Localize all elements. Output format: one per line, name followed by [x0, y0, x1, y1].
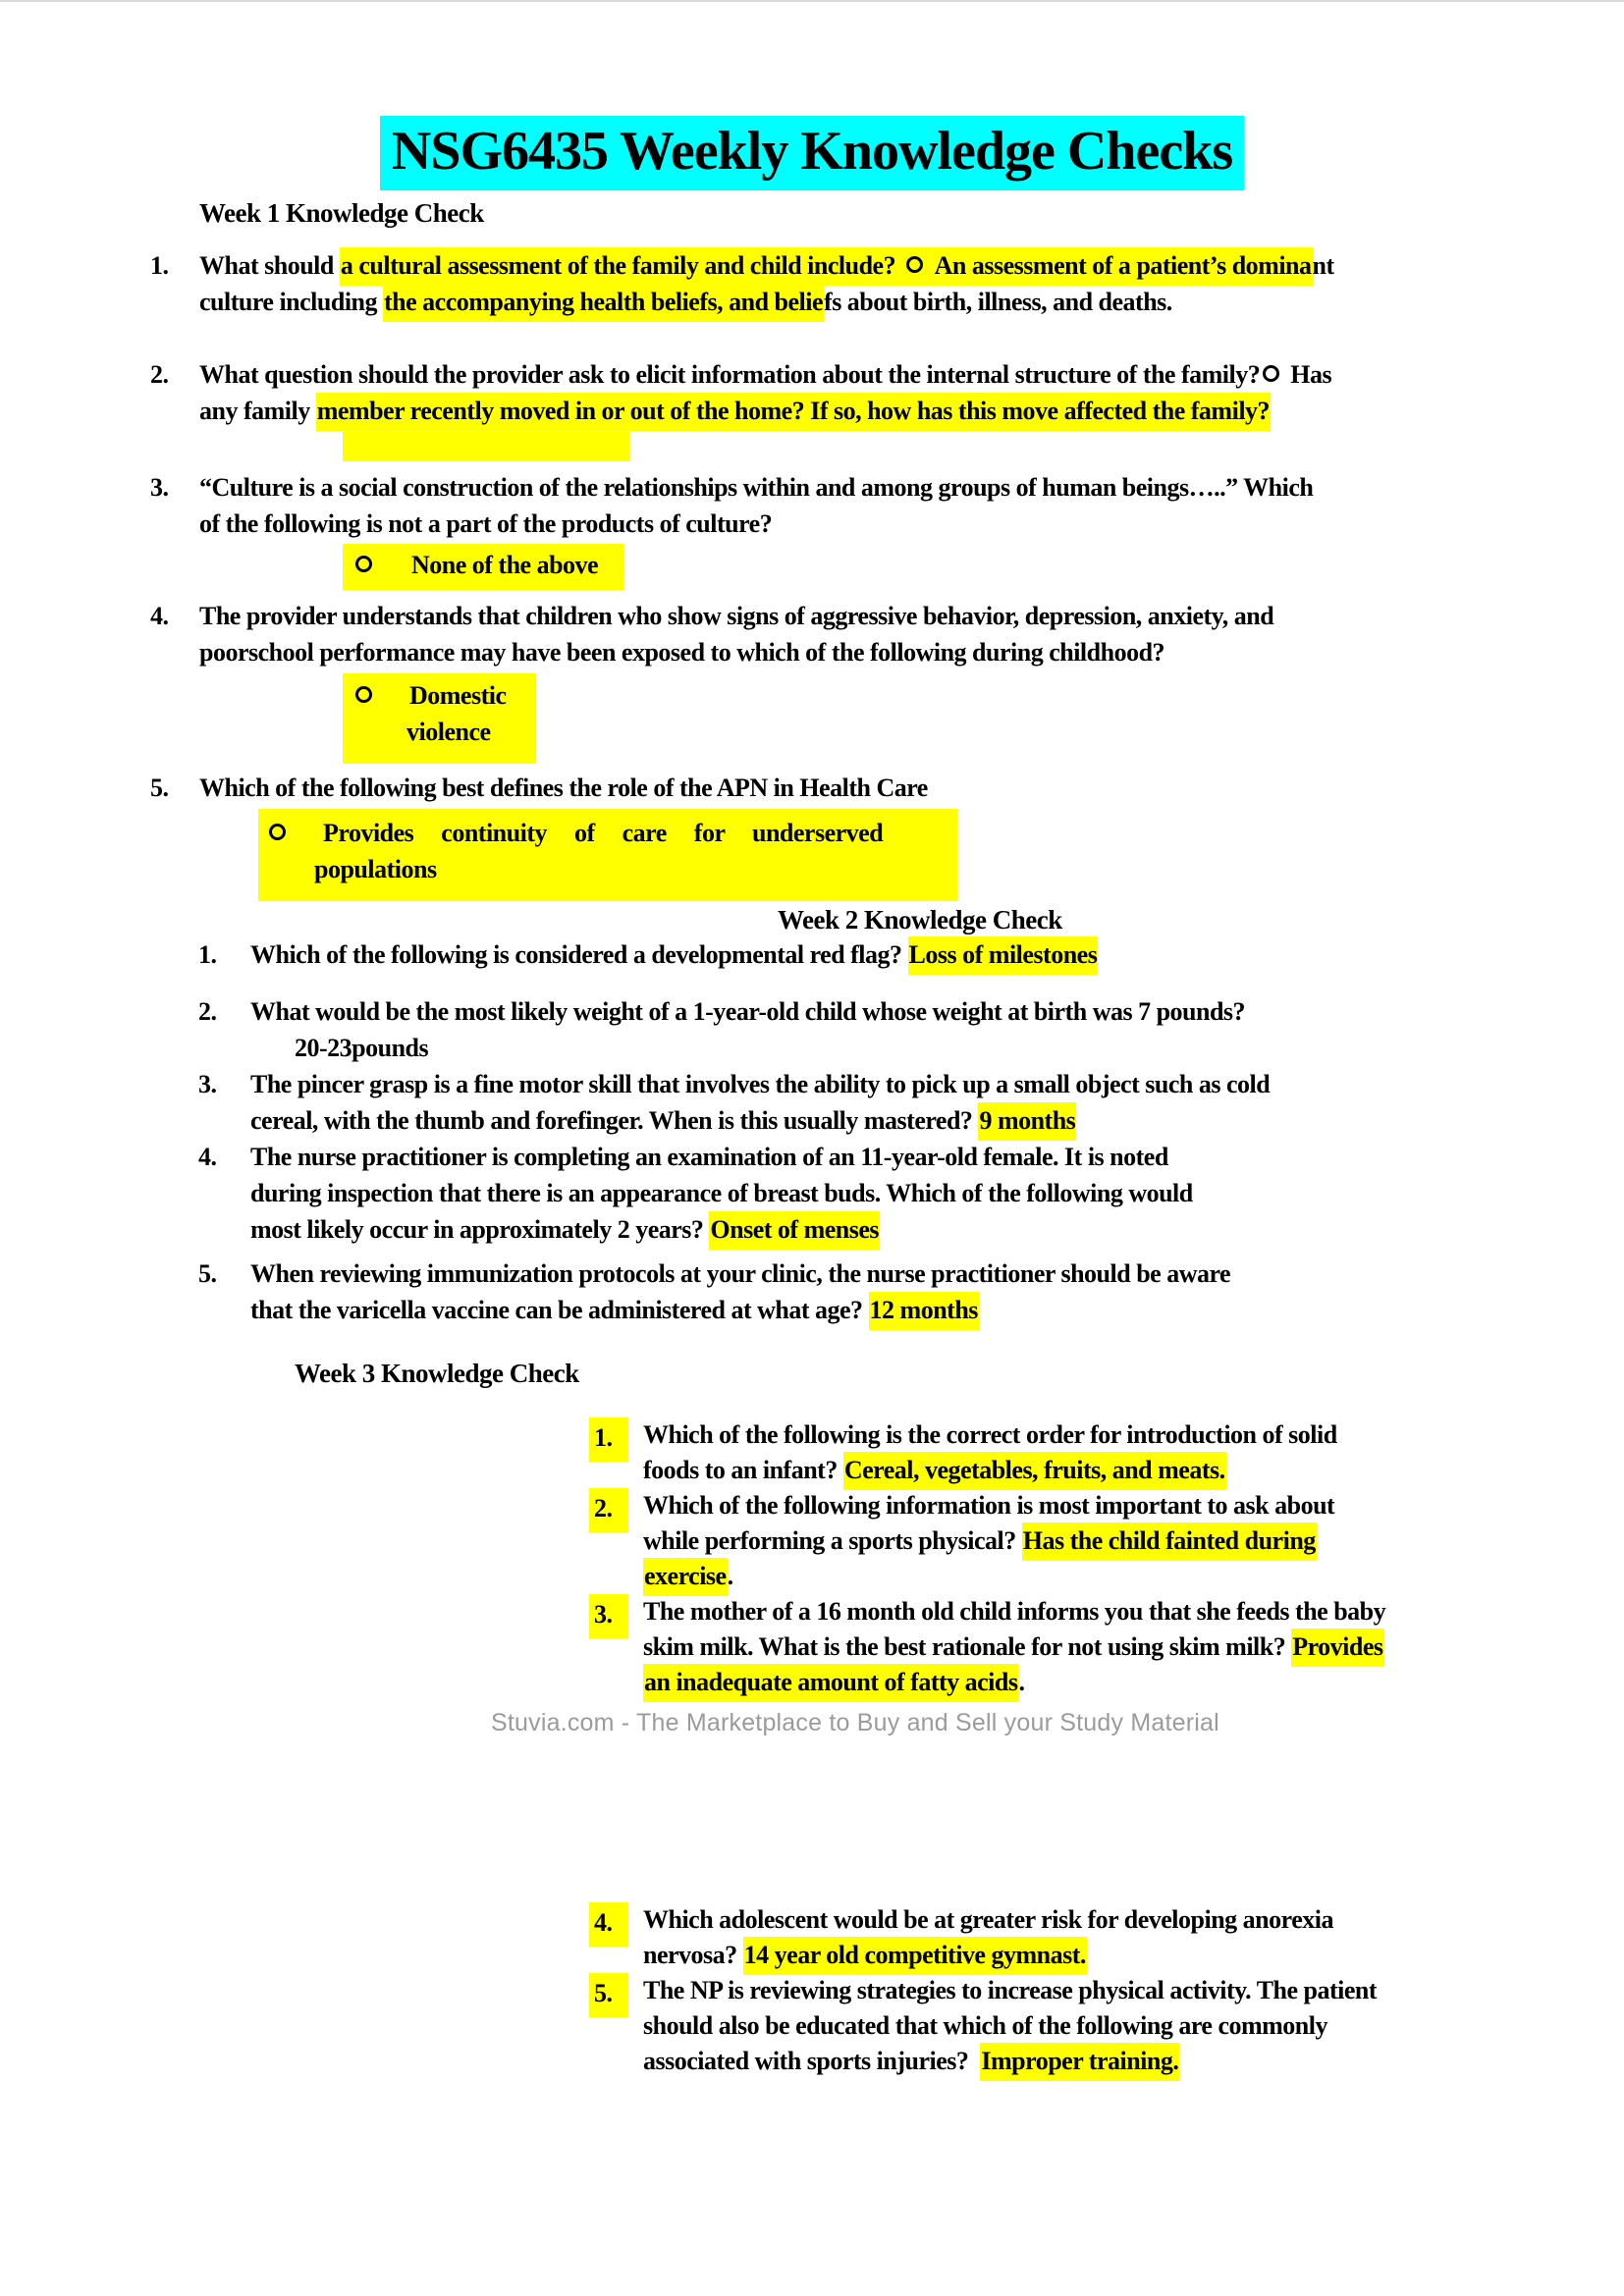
- question-line: [250, 1102, 1624, 1139]
- question-line: [199, 247, 1624, 284]
- question-3: [0, 469, 1624, 590]
- question-3: [0, 1594, 1624, 1700]
- answer-text: violence: [406, 718, 491, 746]
- question-text: skim milk. What is the best rationale for not using skim milk?: [643, 1632, 1292, 1661]
- question-text: Which of the following information is most important to ask about: [643, 1491, 1335, 1520]
- question-text: The NP is reviewing strategies to increase physical activity. The patient: [643, 1976, 1378, 2004]
- question-2: [0, 993, 1624, 1066]
- question-text: should also be educated that which of the following are commonly: [643, 2011, 1327, 2040]
- question-text: When reviewing immunization protocols at your clinic, the nurse practitioner should be aware: [250, 1259, 1231, 1288]
- highlighted-answer-text: member recently moved in or out of the home? If so, how has this move affected the family?: [316, 393, 1271, 431]
- highlighted-answer-text: Cereal, vegetables, fruits, and meats.: [843, 1452, 1226, 1490]
- question-number: 4.: [150, 602, 169, 630]
- question-line: [199, 634, 1624, 670]
- question-line: [643, 1488, 1624, 1523]
- question-line: [643, 1417, 1624, 1453]
- highlighted-answer-text: An assessment of a patient’s domina: [929, 247, 1312, 286]
- question-2: [0, 356, 1624, 461]
- title-row: [0, 2, 1624, 190]
- question-number: 3.: [198, 1070, 217, 1098]
- circle-bullet-icon: [269, 824, 286, 840]
- circle-bullet-icon: [355, 686, 372, 703]
- question-5: [0, 1255, 1624, 1328]
- question-line: [643, 2044, 1624, 2079]
- question-text: What should: [199, 251, 340, 280]
- question-text: cereal, with the thumb and forefinger. When is this usually mastered?: [250, 1106, 979, 1135]
- week2-questions: [0, 936, 1624, 1328]
- question-number: 2.: [150, 360, 169, 389]
- question-line: [643, 1938, 1624, 1973]
- question-line: [643, 1523, 1624, 1559]
- bullet-answer-line: [343, 544, 1624, 590]
- question-line: [250, 1175, 1624, 1211]
- question-4: [0, 598, 1624, 764]
- question-line: [643, 1902, 1624, 1938]
- highlighted-answer-text: the accompanying health beliefs, and belie: [383, 284, 824, 322]
- question-text: any family: [199, 397, 316, 425]
- answer-block-line: [266, 815, 957, 851]
- question-text: “Culture is a social construction of the relationships within and among groups of human beings…..” Which: [199, 473, 1314, 502]
- question-number: 2.: [198, 997, 217, 1026]
- question-1: [0, 1417, 1624, 1488]
- week1-questions: [0, 247, 1624, 901]
- question-line: [250, 1292, 1624, 1328]
- question-text: What would be the most likely weight of a 1-year-old child whose weight at birth was 7 pounds?: [250, 997, 1246, 1026]
- question-number: 1.: [589, 1417, 628, 1462]
- circle-bullet-icon: [906, 256, 923, 273]
- question-line: [643, 1665, 1624, 1700]
- highlighted-answer-text: Loss of milestones: [908, 936, 1099, 975]
- question-number: 5.: [150, 774, 169, 802]
- week3-questions-top: [0, 1417, 1624, 1700]
- highlighted-answer-text: 9 months: [978, 1102, 1076, 1141]
- question-text: .: [727, 1562, 733, 1590]
- question-text: during inspection that there is an appearance of breast buds. Which of the following would: [250, 1179, 1193, 1207]
- question-text: The mother of a 16 month old child informs you that she feeds the baby: [643, 1597, 1386, 1626]
- highlighted-answer-text: Onset of menses: [709, 1211, 880, 1250]
- question-line: [643, 1973, 1624, 2008]
- question-text: Has: [1284, 360, 1332, 389]
- highlighted-answer-text: an inadequate amount of fatty acids: [643, 1664, 1018, 1702]
- answer-text: Domestic: [409, 681, 507, 710]
- question-text: of the following is not a part of the products of culture?: [199, 509, 773, 538]
- question-text: Which of the following is the correct order for introduction of solid: [643, 1420, 1337, 1449]
- question-line: [199, 393, 1624, 429]
- question-line: [643, 1559, 1624, 1594]
- question-number: 3.: [589, 1594, 628, 1638]
- question-number: 4.: [589, 1902, 628, 1947]
- question-line: [295, 1030, 1624, 1066]
- question-line: [250, 993, 1624, 1030]
- week3-heading: Week 3 Knowledge Check: [295, 1359, 579, 1388]
- question-text: Which of the following is considered a developmental red flag?: [250, 940, 908, 969]
- question-number: 3.: [150, 473, 169, 502]
- answer-text: None of the above: [411, 551, 599, 579]
- question-text: 20-23pounds: [295, 1034, 429, 1062]
- question-line: [643, 1594, 1624, 1629]
- highlighted-answer-text: 12 months: [869, 1292, 979, 1330]
- circle-bullet-icon: [355, 556, 372, 572]
- empty-highlight-block: [343, 432, 629, 461]
- question-text: poorschool performance may have been exposed to which of the following during childhood?: [199, 638, 1165, 667]
- question-number: 5.: [198, 1259, 217, 1288]
- circle-bullet-icon: [1263, 365, 1279, 382]
- week1-heading: Week 1 Knowledge Check: [199, 198, 484, 228]
- highlighted-answer: [343, 544, 623, 590]
- question-line: [250, 936, 1624, 973]
- question-line: [643, 1453, 1624, 1488]
- question-text: The nurse practitioner is completing an examination of an 11-year-old female. It is noted: [250, 1143, 1168, 1171]
- question-text: Which of the following best defines the role of the APN in Health Care: [199, 774, 928, 802]
- footer-watermark: Stuvia.com - The Marketplace to Buy and Sell your Study Material: [491, 1709, 1219, 1736]
- question-line: [250, 1066, 1624, 1102]
- question-line: [643, 1629, 1624, 1665]
- question-text: The pincer grasp is a fine motor skill that involves the ability to pick up a small object such as cold: [250, 1070, 1271, 1098]
- question-1: [0, 936, 1624, 973]
- question-text: associated with sports injuries?: [643, 2047, 981, 2075]
- highlighted-bullet: [902, 247, 929, 286]
- question-line: [199, 469, 1624, 506]
- question-text: Which adolescent would be at greater risk for developing anorexia: [643, 1905, 1333, 1934]
- question-line: [250, 1139, 1624, 1175]
- question-5: [0, 1973, 1624, 2079]
- question-line: [250, 1211, 1624, 1248]
- highlighted-answer-text: a cultural assessment of the family and child include?: [340, 247, 902, 286]
- question-text: that the varicella vaccine can be administered at what age?: [250, 1296, 869, 1324]
- question-text: most likely occur in approximately 2 years?: [250, 1215, 710, 1244]
- highlighted-answer-text: Has the child fainted during: [1022, 1522, 1317, 1561]
- question-number: 1.: [150, 251, 169, 280]
- question-5: [0, 770, 1624, 901]
- question-number: 5.: [589, 1973, 628, 2017]
- answer-block-line: [314, 851, 957, 887]
- question-line: [199, 356, 1624, 393]
- answer-block-line: [352, 677, 507, 714]
- question-number: 2.: [589, 1488, 628, 1532]
- question-4: [0, 1902, 1624, 1973]
- question-number: 4.: [198, 1143, 217, 1171]
- question-text: nervosa?: [643, 1941, 743, 1969]
- answer-block-line: [406, 714, 507, 750]
- question-1: [0, 247, 1624, 320]
- question-text: foods to an infant?: [643, 1456, 843, 1484]
- highlighted-answer-text: Improper training.: [980, 2043, 1179, 2081]
- highlighted-answer-text: exercise: [643, 1558, 728, 1596]
- question-line: [199, 284, 1624, 320]
- answer-text: populations: [314, 855, 437, 883]
- question-3: [0, 1066, 1624, 1139]
- question-text: The provider understands that children who show signs of aggressive behavior, depression, anxiety, and: [199, 602, 1274, 630]
- highlighted-answer-block: [258, 809, 957, 901]
- week2-heading: Week 2 Knowledge Check: [778, 905, 1062, 934]
- question-line: [250, 1255, 1624, 1292]
- question-text: while performing a sports physical?: [643, 1526, 1022, 1555]
- highlighted-answer-text: Provides: [1291, 1629, 1383, 1667]
- question-text: .: [1018, 1668, 1025, 1696]
- question-line: [199, 506, 1624, 542]
- question-text: fs about birth, illness, and deaths.: [824, 288, 1172, 316]
- question-line: [643, 2008, 1624, 2044]
- highlighted-answer-block: [343, 673, 536, 764]
- week3-questions-bottom: [0, 1902, 1624, 2079]
- question-2: [0, 1488, 1624, 1594]
- answer-text: Provides continuity of care for underserved: [323, 819, 884, 847]
- page-title: NSG6435 Weekly Knowledge Checks: [380, 116, 1244, 190]
- question-line: [199, 598, 1624, 634]
- question-text: What question should the provider ask to elicit information about the internal structure of the family?: [199, 360, 1261, 389]
- question-line: [199, 770, 1624, 806]
- question-text: culture including: [199, 288, 384, 316]
- question-text: nt: [1312, 251, 1334, 280]
- highlighted-answer-text: 14 year old competitive gymnast.: [743, 1937, 1087, 1975]
- question-number: 1.: [198, 940, 217, 969]
- question-4: [0, 1139, 1624, 1248]
